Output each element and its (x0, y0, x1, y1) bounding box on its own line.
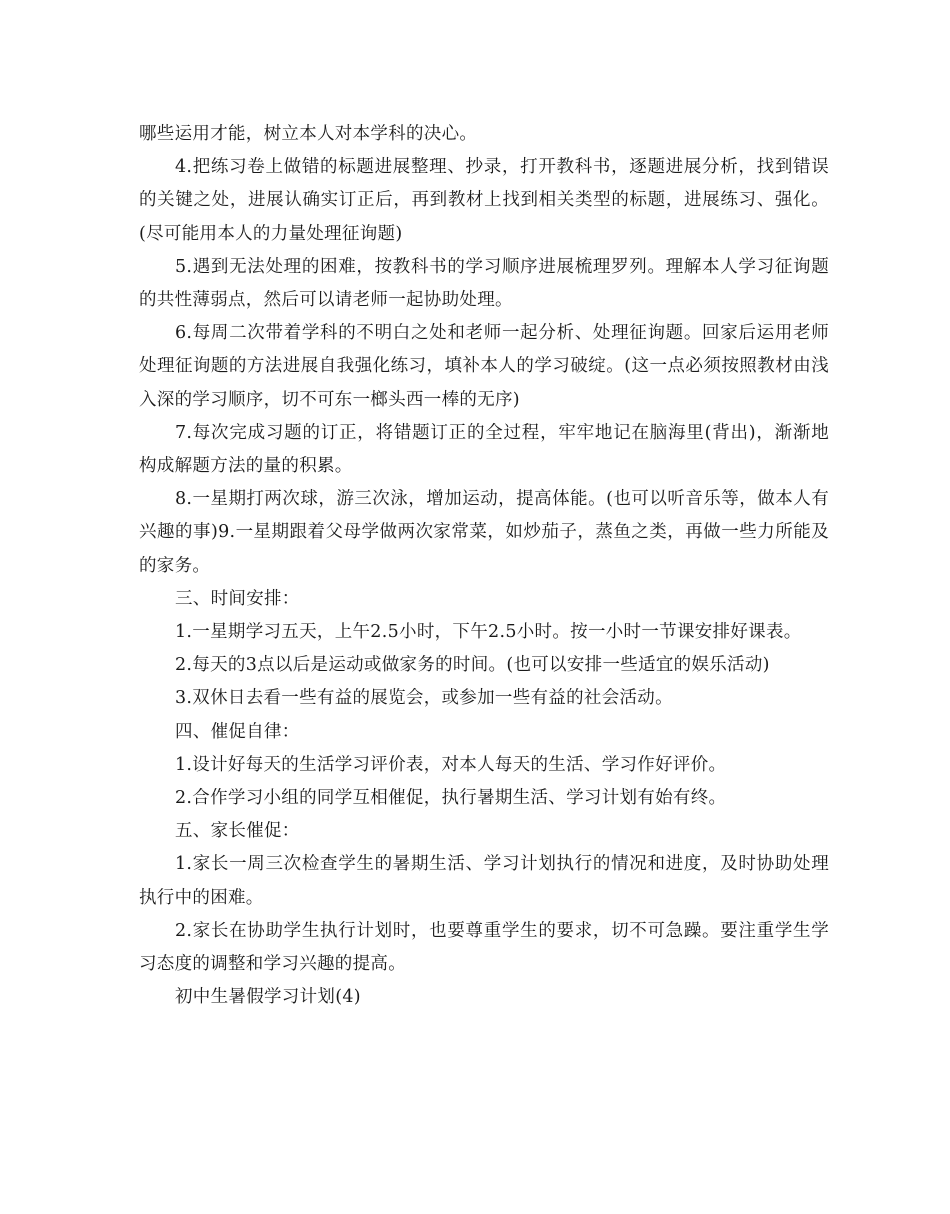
paragraph-15: 1.家长一周三次检查学生的暑期生活、学习计划执行的情况和进度，及时协助处理执行中的困难。 (139, 854, 829, 908)
paragraph-4: 6.每周二次带着学科的不明白之处和老师一起分析、处理征询题。回家后运用老师处理征询题的方法进展自我强化练习，填补本人的学习破绽。(这一点必须按照教材由浅入深的学习顺序，切不可东一榔头西一棒的无序) (139, 323, 829, 410)
paragraph-1: 哪些运用才能，树立本人对本学科的决心。 (139, 124, 478, 144)
section-heading-self-discipline: 四、催促自律： (175, 721, 300, 742)
paragraph-13: 2.合作学习小组的同学互相催促，执行暑期生活、学习计划有始有终。 (175, 788, 727, 809)
section-heading-time: 三、时间安排： (175, 588, 300, 609)
section-heading-parents: 五、家长催促： (175, 821, 300, 842)
document-body (139, 118, 829, 1014)
paragraph-9: 2.每天的3点以后是运动或做家务的时间。(也可以安排一些适宜的娱乐活动) (175, 655, 770, 676)
paragraph-2: 4.把练习卷上做错的标题进展整理、抄录，打开教科书，逐题进展分析，找到错误的关键之处，进展认确实订正后，再到教材上找到相关类型的标题，进展练习、强化。(尽可能用本人的力量处理征询题) (139, 157, 829, 244)
paragraph-16: 2.家长在协助学生执行计划时，也要尊重学生的要求，切不可急躁。要注重学生学习态度的调整和学习兴趣的提高。 (139, 920, 829, 975)
paragraph-6: 8.一星期打两次球，游三次泳，增加运动，提高体能。(也可以听音乐等，做本人有兴趣的事)9.一星期跟着父母学做两次家常菜，如炒茄子，蒸鱼之类，再做一些力所能及的家务。 (139, 489, 829, 576)
paragraph-12: 1.设计好每天的生活学习评价表，对本人每天的生活、学习作好评价。 (175, 754, 727, 775)
paragraph-3: 5.遇到无法处理的困难，按教科书的学习顺序进展梳理罗列。理解本人学习征询题的共性薄弱点，然后可以请老师一起协助处理。 (139, 256, 829, 311)
paragraph-5: 7.每次完成习题的订正，将错题订正的全过程，牢牢地记在脑海里(背出)，渐渐地构成解题方法的量的积累。 (139, 422, 829, 477)
paragraph-8: 1.一星期学习五天，上午2.5小时，下午2.5小时。按一小时一节课安排好课表。 (175, 622, 802, 643)
next-section-title: 初中生暑假学习计划(4) (175, 987, 361, 1008)
paragraph-10: 3.双休日去看一些有益的展览会，或参加一些有益的社会活动。 (175, 688, 673, 709)
